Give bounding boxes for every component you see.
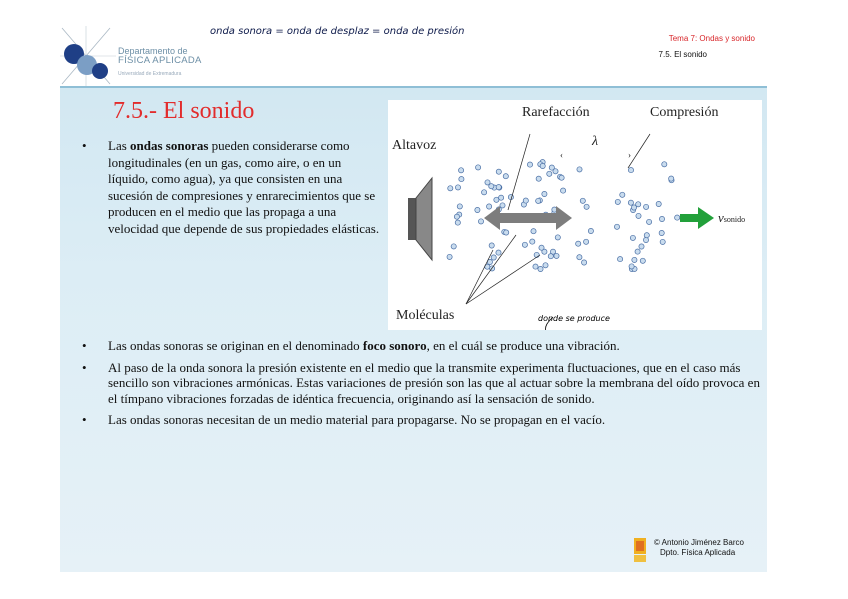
bullet-4 bbox=[82, 412, 762, 428]
bullet-3-text: Al paso de la onda sonora la presión existente en el medio que la transmite experimenta fluctuaciones, que en el caso más sencillo son vibraciones armónicas. Estas variaciones de presión son las que al actuar sobre la membrana del oído provoca en el tímpano vibraciones forzadas de idéntica frecuencia, originando así la sensación de sonido. bbox=[108, 359, 760, 406]
bullet-1-text bbox=[108, 138, 382, 237]
handwritten-note-header: onda sonora = onda de desplaz = onda de presión bbox=[210, 26, 465, 37]
molecule-dot bbox=[547, 171, 552, 176]
molecule-dot bbox=[614, 224, 619, 229]
molecule-dot bbox=[539, 245, 544, 250]
molecule-dot bbox=[631, 205, 636, 210]
dept-line-3: Universidad de Extremadura bbox=[118, 71, 182, 77]
bullet-1-bold: ondas sonoras bbox=[130, 138, 209, 153]
molecule-dot bbox=[540, 163, 545, 168]
bullet-2-pre: Las ondas sonoras se originan en el denominado bbox=[108, 338, 363, 353]
molecule-dot bbox=[635, 249, 640, 254]
molecule-dot bbox=[632, 257, 637, 262]
molecule-dot bbox=[555, 235, 560, 240]
section-label: 7.5. El sonido bbox=[658, 50, 707, 59]
molecule-dot bbox=[536, 198, 541, 203]
bullet-dot: • bbox=[82, 138, 87, 153]
molecule-dot bbox=[487, 204, 492, 209]
topic-label: Tema 7: Ondas y sonido bbox=[668, 34, 755, 43]
header bbox=[60, 26, 767, 86]
molecule-dot bbox=[629, 264, 634, 269]
sound-wave-figure bbox=[388, 100, 762, 330]
label-velocity-subscript: sonido bbox=[723, 215, 746, 224]
label-compresion: Compresión bbox=[650, 105, 719, 120]
molecule-dot bbox=[454, 214, 459, 219]
label-velocity-symbol: v bbox=[718, 210, 724, 225]
molecule-dot bbox=[630, 235, 635, 240]
molecule-dot bbox=[531, 229, 536, 234]
molecule-dot bbox=[534, 252, 539, 257]
molecule-dot bbox=[448, 186, 453, 191]
molecule-dot bbox=[620, 192, 625, 197]
department-name bbox=[118, 46, 202, 79]
molecule-dot bbox=[496, 169, 501, 174]
footer-line-2: Dpto. Física Aplicada bbox=[660, 548, 736, 557]
slide-title: 7.5.- El sonido bbox=[113, 98, 255, 124]
molecule-dot bbox=[499, 195, 504, 200]
svg-text:‹: ‹ bbox=[560, 150, 563, 160]
molecule-dot bbox=[576, 241, 581, 246]
molecule-dot bbox=[577, 255, 582, 260]
bullet-1-post: pueden considerarse como longitudinales (en un gas, como aire, o en un líquido, como agua), ya que consisten en una sucesión de compresiones y enrarecimientos que se producen en el medio que las propaga a una velocidad que depende de sus propiedades elásticas. bbox=[108, 138, 380, 236]
molecule-dot bbox=[675, 215, 680, 220]
molecule-dot bbox=[628, 168, 633, 173]
speaker-cone bbox=[416, 178, 432, 260]
molecule-dot bbox=[659, 230, 664, 235]
molecule-dot bbox=[455, 220, 460, 225]
molecule-dot bbox=[496, 250, 501, 255]
molecule-dot bbox=[644, 204, 649, 209]
molecule-dot bbox=[504, 230, 509, 235]
molecule-dot bbox=[485, 180, 490, 185]
molecule-dot bbox=[554, 253, 559, 258]
molecule-dot bbox=[527, 162, 532, 167]
molecule-dot bbox=[647, 219, 652, 224]
bullet-dot: • bbox=[82, 338, 87, 353]
bullet-dot: • bbox=[82, 359, 87, 375]
molecule-dot bbox=[523, 198, 528, 203]
bullet-dot: • bbox=[82, 412, 87, 427]
molecule-dot bbox=[644, 233, 649, 238]
molecule-dot bbox=[561, 188, 566, 193]
molecule-dot bbox=[482, 190, 487, 195]
footer-credit bbox=[638, 538, 744, 558]
molecule-dot bbox=[538, 266, 543, 271]
molecule-dot bbox=[618, 257, 623, 262]
molecule-dot bbox=[662, 162, 667, 167]
molecule-dot bbox=[478, 219, 483, 224]
molecule-dot bbox=[530, 239, 535, 244]
bullet-1 bbox=[82, 138, 382, 243]
molecule-dot bbox=[615, 199, 620, 204]
bullet-2-bold: foco sonoro bbox=[362, 338, 427, 353]
molecule-dot bbox=[584, 239, 589, 244]
molecule-dot bbox=[496, 185, 501, 190]
molecule-dot bbox=[577, 167, 582, 172]
bullet-2-text bbox=[108, 338, 620, 354]
speaker-magnet bbox=[408, 198, 416, 240]
molecule-dot bbox=[659, 216, 664, 221]
molecule-dot bbox=[536, 176, 541, 181]
molecule-dot bbox=[639, 244, 644, 249]
label-velocity bbox=[718, 210, 745, 226]
molecule-dot bbox=[549, 165, 554, 170]
bullet-4-text: Las ondas sonoras necesitan de un medio material para propagarse. No se propagan en el vacío. bbox=[108, 412, 606, 427]
dept-line-2: FÍSICA APLICADA bbox=[118, 55, 202, 66]
molecule-dot bbox=[475, 207, 480, 212]
molecule-dot bbox=[548, 254, 553, 259]
bullet-2 bbox=[82, 338, 762, 354]
molecule-dot bbox=[582, 260, 587, 265]
label-moleculas: Moléculas bbox=[396, 308, 455, 323]
bullet-3 bbox=[82, 360, 762, 407]
label-lambda: λ bbox=[592, 134, 599, 149]
molecule-dot bbox=[588, 228, 593, 233]
molecule-dot bbox=[489, 243, 494, 248]
bullet-list bbox=[82, 338, 762, 434]
molecule-dot bbox=[533, 264, 538, 269]
molecule-dot bbox=[543, 263, 548, 268]
molecule-dot bbox=[580, 198, 585, 203]
molecule-dot bbox=[503, 174, 508, 179]
molecule-dot bbox=[447, 254, 452, 259]
molecule-dot bbox=[584, 204, 589, 209]
handwritten-note-figure: donde se produce bbox=[538, 314, 610, 323]
bullet-2-post: , en el cuál se produce una vibración. bbox=[426, 338, 620, 353]
slide bbox=[60, 26, 767, 572]
molecule-dot bbox=[656, 201, 661, 206]
molecule-dot bbox=[476, 165, 481, 170]
molecule-dot bbox=[500, 203, 505, 208]
molecule-dot bbox=[643, 237, 648, 242]
molecule-dot bbox=[457, 204, 462, 209]
molecule-dot bbox=[640, 258, 645, 263]
label-altavoz: Altavoz bbox=[392, 138, 437, 153]
molecule-dot bbox=[459, 177, 464, 182]
molecule-dot bbox=[559, 175, 564, 180]
svg-text:›: › bbox=[628, 150, 631, 160]
molecule-dot bbox=[491, 255, 496, 260]
molecule-dot bbox=[669, 176, 674, 181]
molecule-dot bbox=[542, 191, 547, 196]
header-divider bbox=[60, 86, 767, 88]
molecule-dot bbox=[636, 213, 641, 218]
molecules-diagram bbox=[388, 100, 762, 330]
molecule-dot bbox=[459, 168, 464, 173]
footer-line-1: © Antonio Jiménez Barco bbox=[654, 538, 744, 547]
dept-line-1: Departamento de bbox=[118, 46, 188, 56]
molecule-dot bbox=[660, 239, 665, 244]
molecule-dot bbox=[455, 185, 460, 190]
molecule-dot bbox=[522, 242, 527, 247]
molecule-dot bbox=[628, 200, 633, 205]
molecule-dot bbox=[451, 244, 456, 249]
label-rarefaccion: Rarefacción bbox=[522, 105, 590, 120]
bullet-1-pre: Las bbox=[108, 138, 131, 153]
